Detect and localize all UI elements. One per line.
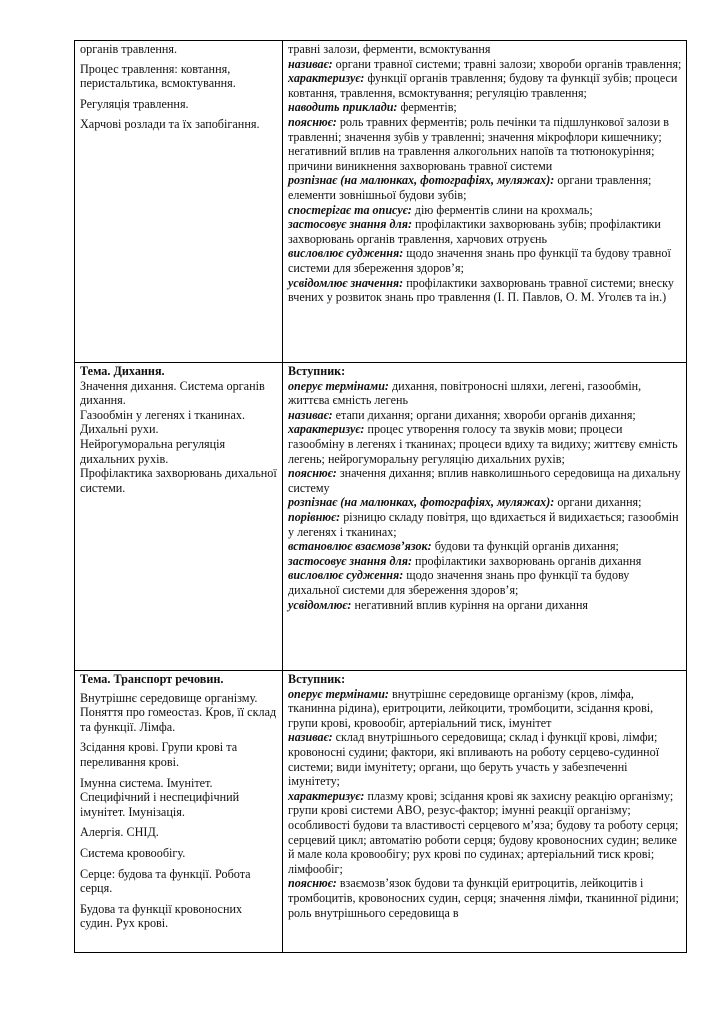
table-row-digestion	[75, 41, 687, 363]
outcome-label: пояснює:	[288, 114, 337, 129]
outcome-label: спостерігає та описує:	[288, 202, 412, 217]
outcome-text: ферментів;	[400, 100, 457, 115]
outcome-text: органи травної системи; травні залози; хвороби органів травлення;	[335, 56, 682, 71]
outcome-text: різницю складу повітря, що вдихається й видихається; газообмін у легенях і тканинах;	[288, 509, 679, 539]
outcome-label: називає:	[288, 56, 333, 71]
outcome-text: внутрішнє середовище організму (кров, лімфа, тканинна рідина), еритроцити, лейкоцити, тромбоцити, зсідання крові, групи крові, кровообіг, артеріальний тиск, імунітет	[288, 686, 654, 730]
outcome-text: склад внутрішнього середовища; склад і функції крові, лімфи; кровоносні судини; фактори, які впливають на роботу серцево-судинної системи; види імунітету; органи, що беруть участь у забезпеченні імунітету;	[288, 730, 660, 789]
outcome-entry	[288, 539, 682, 554]
outcome-text: взаємозв’язок будови та функцій еритроцитів, лейкоцитів і тромбоцитів, кровоносних судин, серця; значення лімфи, тканинної рідини; роль внутрішнього середовища в	[288, 876, 679, 920]
outcome-entry	[288, 568, 682, 597]
outcome-entry	[288, 598, 682, 613]
outcome-text: профілактики захворювань зубів; профілактики захворювань органів травлення, харчових отруєнь	[288, 217, 661, 246]
outcome-entry	[288, 379, 682, 408]
topic-item: Процес травлення: ковтання, перистальтика, всмоктування.	[80, 61, 236, 91]
topic-title: Тема. Транспорт речовин.	[80, 672, 224, 686]
learning-outcomes-cell	[283, 671, 687, 953]
topic-item: Серце: будова та функції. Робота серця.	[80, 866, 251, 896]
outcome-label: називає:	[288, 730, 333, 745]
topic-item: Алергія. СНІД.	[80, 825, 159, 840]
outcome-entry	[288, 42, 682, 57]
outcome-entry	[288, 57, 682, 72]
outcome-text: профілактики захворювань травної системи; внеску вчених у розвиток знань про травлення (І. П. Павлов, О. М. Уголєв та ін.)	[288, 275, 674, 305]
outcome-text: роль травних ферментів; роль печінки та підшлункової залози в травленні; значення зубів у травленні; значення мікрофлори кишечнику; негативний вплив на травлення алкогольних напоїв та тютюнокуріння; причини виникнення захворювань травної системи	[288, 114, 669, 173]
outcome-label: розпізнає (на малюнках, фотографіях, муляжах):	[288, 495, 555, 510]
topic-content-cell	[75, 671, 283, 953]
outcome-entry	[288, 276, 682, 305]
topic-item: Дихальні рухи.	[80, 422, 159, 437]
outcome-entry	[288, 495, 682, 510]
learning-outcomes-cell	[283, 41, 687, 363]
outcome-entry	[288, 789, 682, 877]
topic-item: Харчові розлади та їх запобігання.	[80, 117, 260, 132]
topic-item: Регуляція травлення.	[80, 96, 189, 111]
outcome-entry	[288, 408, 682, 423]
topic-item: Профілактика захворювань дихальної системи.	[80, 466, 277, 495]
topic-item: Будова та функції кровоносних судин. Рух крові.	[80, 901, 243, 931]
outcome-text: функції органів травлення; будову та функції зубів; процеси ковтання, травлення, всмоктування; регуляцію травлення;	[288, 71, 678, 100]
outcome-label: встановлює взаємозв’язок:	[288, 539, 432, 554]
outcome-text: процес утворення голосу та звуків мови; процеси газообміну в легенях і тканинах; процеси вдиху та видиху; життєву ємність легень; нейрогуморальну регуляцію дихальних рухів;	[288, 422, 678, 466]
outcome-text: плазму крові; зсідання крові як захисну реакцію організму; групи крові системи АВО, резус-фактор; імунні реакції організму; особливості будови та властивості серцевого м’яза; будову та роботу серця; серцевий цикл; автоматію роботи серця; будову кровоносних судин; велике й мале кола кровообігу; рух крові по судинах; артеріальний тиск крові; лімфообіг;	[288, 788, 679, 876]
outcome-label: усвідомлює значення:	[288, 275, 404, 290]
outcome-entry	[288, 217, 682, 246]
outcome-text: органи травлення; елементи зовнішньої будови зубів;	[288, 173, 652, 202]
outcome-label: оперує термінами:	[288, 378, 389, 393]
outcome-entry	[288, 173, 682, 202]
outcome-entry	[288, 100, 682, 115]
topic-item: Зсідання крові. Групи крові та переливання крові.	[80, 740, 238, 769]
outcome-label: оперує термінами:	[288, 686, 389, 701]
table-row-breathing	[75, 363, 687, 671]
topic-content-cell	[75, 363, 283, 671]
table-row-transport	[75, 671, 687, 953]
outcome-entry	[288, 876, 682, 920]
topic-item: Внутрішнє середовище організму. Поняття про гомеостаз. Кров, її склад та функції. Лімфа.	[80, 690, 277, 734]
outcome-label: характеризує:	[288, 422, 365, 437]
outcome-label: характеризує:	[288, 71, 365, 86]
outcome-entry	[288, 687, 682, 731]
outcome-label: висловлює судження:	[288, 246, 404, 261]
outcome-label: висловлює судження:	[288, 568, 404, 583]
outcome-label: застосовує знання для:	[288, 553, 412, 568]
outcome-entry	[288, 466, 682, 495]
outcome-label: розпізнає (на малюнках, фотографіях, муляжах):	[288, 173, 555, 188]
topic-item: органів травлення.	[80, 42, 178, 56]
topic-item: Нейрогуморальна регуляція дихальних рухів.	[80, 436, 226, 466]
outcome-entry	[288, 510, 682, 539]
topic-content-cell	[75, 41, 283, 363]
topic-title: Тема. Дихання.	[80, 364, 165, 378]
outcome-label: наводить приклади:	[288, 100, 398, 115]
topic-item: Значення дихання. Система органів дихання.	[80, 378, 265, 408]
outcome-entry	[288, 730, 682, 788]
outcome-entry	[288, 203, 682, 218]
outcome-label: характеризує:	[288, 788, 365, 803]
applicant-heading: Вступник:	[288, 364, 346, 378]
learning-outcomes-cell	[283, 363, 687, 671]
outcome-label: пояснює:	[288, 876, 337, 891]
outcome-text: дію ферментів слини на крохмаль;	[414, 202, 593, 217]
outcome-label: порівнює:	[288, 509, 341, 524]
outcome-text: дихання, повітроносні шляхи, легені, газообмін, життєва ємність легень	[288, 378, 642, 408]
outcome-label: пояснює:	[288, 466, 337, 481]
outcome-entry	[288, 71, 682, 100]
outcome-text: травні залози, ферменти, всмоктування	[288, 42, 491, 56]
outcome-label: називає:	[288, 407, 333, 422]
outcome-label: усвідомлює:	[288, 597, 352, 612]
topic-item: Газообмін у легенях і тканинах.	[80, 407, 246, 422]
outcome-label: застосовує знання для:	[288, 217, 412, 232]
outcome-text: щодо значення знань про функції та будову дихальної системи для збереження здоров’я;	[288, 568, 630, 597]
curriculum-table	[74, 40, 687, 953]
outcome-text: органи дихання;	[557, 495, 642, 510]
outcome-text: щодо значення знань про функції та будову травної системи для збереження здоров’я;	[288, 246, 671, 275]
topic-item: Імунна система. Імунітет. Специфічний і неспецифічний імунітет. Імунізація.	[80, 775, 240, 819]
outcome-entry	[288, 246, 682, 275]
outcome-text: негативний вплив куріння на органи дихання	[354, 597, 588, 612]
topic-item: Система кровообігу.	[80, 845, 186, 860]
applicant-heading: Вступник:	[288, 672, 346, 686]
outcome-text: профілактики захворювань органів дихання	[415, 553, 642, 568]
outcome-text: етапи дихання; органи дихання; хвороби органів дихання;	[335, 407, 636, 422]
outcome-entry	[288, 115, 682, 173]
outcome-entry	[288, 554, 682, 569]
outcome-text: будови та функцій органів дихання;	[434, 539, 619, 554]
outcome-entry	[288, 422, 682, 466]
outcome-text: значення дихання; вплив навколишнього середовища на дихальну систему	[288, 466, 681, 495]
